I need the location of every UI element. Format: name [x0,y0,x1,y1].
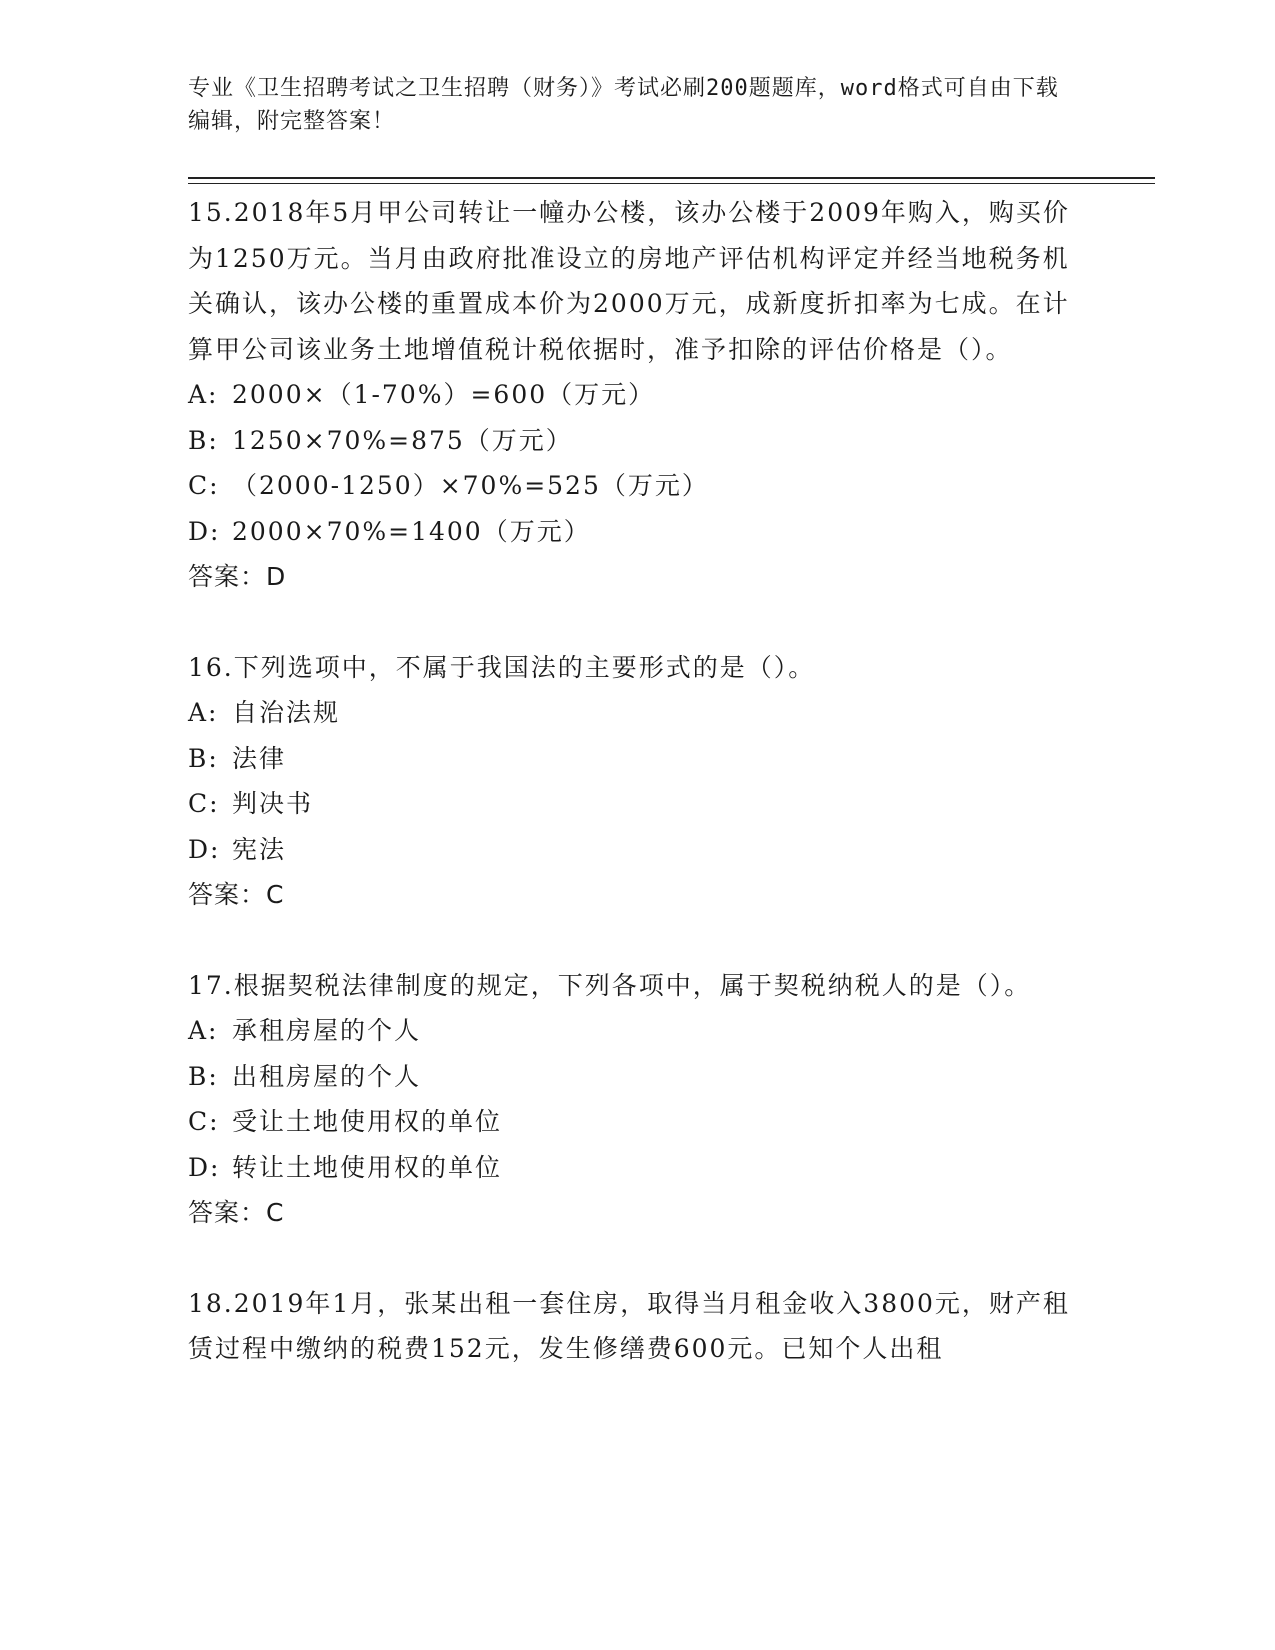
option-key: C: [188,789,220,818]
option-a [188,690,1088,736]
question-16 [188,645,1088,918]
option-key: C: [188,471,220,500]
option-d [188,1145,1088,1191]
option-text: 受让土地使用权的单位 [232,1107,503,1136]
question-stem: 15.2018年5月甲公司转让一幢办公楼，该办公楼于2009年购入，购买价为1250万元。当月由政府批准设立的房地产评估机构评定并经当地税务机关确认，该办公楼的重置成本价为2000万元，成新度折扣率为七成。在计算甲公司该业务土地增值税计税依据时，准予扣除的评估价格是（）。 [188,198,1070,364]
document-header: 专业《卫生招聘考试之卫生招聘（财务）》考试必刷200题题库，word格式可自由下载编辑，附完整答案！ [188,76,1059,134]
option-key: D: [188,1152,221,1182]
question-gap [188,1236,1088,1281]
option-text: 出租房屋的个人 [232,1061,422,1091]
option-key: B: [188,743,219,773]
option-text: 承租房屋的个人 [232,1016,422,1045]
option-c [188,781,1088,827]
option-key: D: [188,834,221,864]
option-key: A: [188,1016,219,1045]
option-b [188,418,1088,464]
answer-line: 答案：C [188,880,285,909]
header-divider-thick [188,177,1155,179]
option-text: 自治法规 [232,698,341,727]
option-text: 2000×（1-70%）=600（万元） [232,380,656,409]
question-15 [188,190,1088,600]
option-text: 2000×70%=1400（万元） [232,516,591,546]
option-d [188,509,1088,555]
option-key: B: [188,425,219,455]
header-divider-thin [188,183,1155,184]
option-c [188,463,1088,509]
question-stem: 17.根据契税法律制度的规定，下列各项中，属于契税纳税人的是（）。 [188,970,1032,1000]
option-d [188,827,1088,873]
question-stem: 18.2019年1月，张某出租一套住房，取得当月租金收入3800元，财产租赁过程中缴纳的税费152元，发生修缮费600元。已知个人出租 [188,1288,1070,1363]
option-key: D: [188,516,221,546]
option-key: C: [188,1107,220,1136]
question-stem: 16.下列选项中，不属于我国法的主要形式的是（）。 [188,652,816,682]
question-list [188,190,1088,1372]
option-b [188,1054,1088,1100]
question-gap [188,600,1088,645]
option-text: 1250×70%=875（万元） [232,425,573,455]
option-key: B: [188,1061,219,1091]
question-18 [188,1281,1088,1372]
option-text: （2000-1250）×70%=525（万元） [232,471,709,500]
option-text: 转让土地使用权的单位 [232,1152,503,1182]
option-text: 判决书 [232,789,314,818]
answer-line: 答案：C [188,1198,285,1227]
option-a [188,372,1088,418]
answer-line: 答案：D [188,562,287,591]
option-b [188,736,1088,782]
option-c [188,1099,1088,1145]
option-a [188,1008,1088,1054]
question-gap [188,918,1088,963]
option-text: 法律 [232,743,287,773]
question-17 [188,963,1088,1236]
option-text: 宪法 [232,834,287,864]
option-key: A: [188,380,219,409]
option-key: A: [188,698,219,727]
